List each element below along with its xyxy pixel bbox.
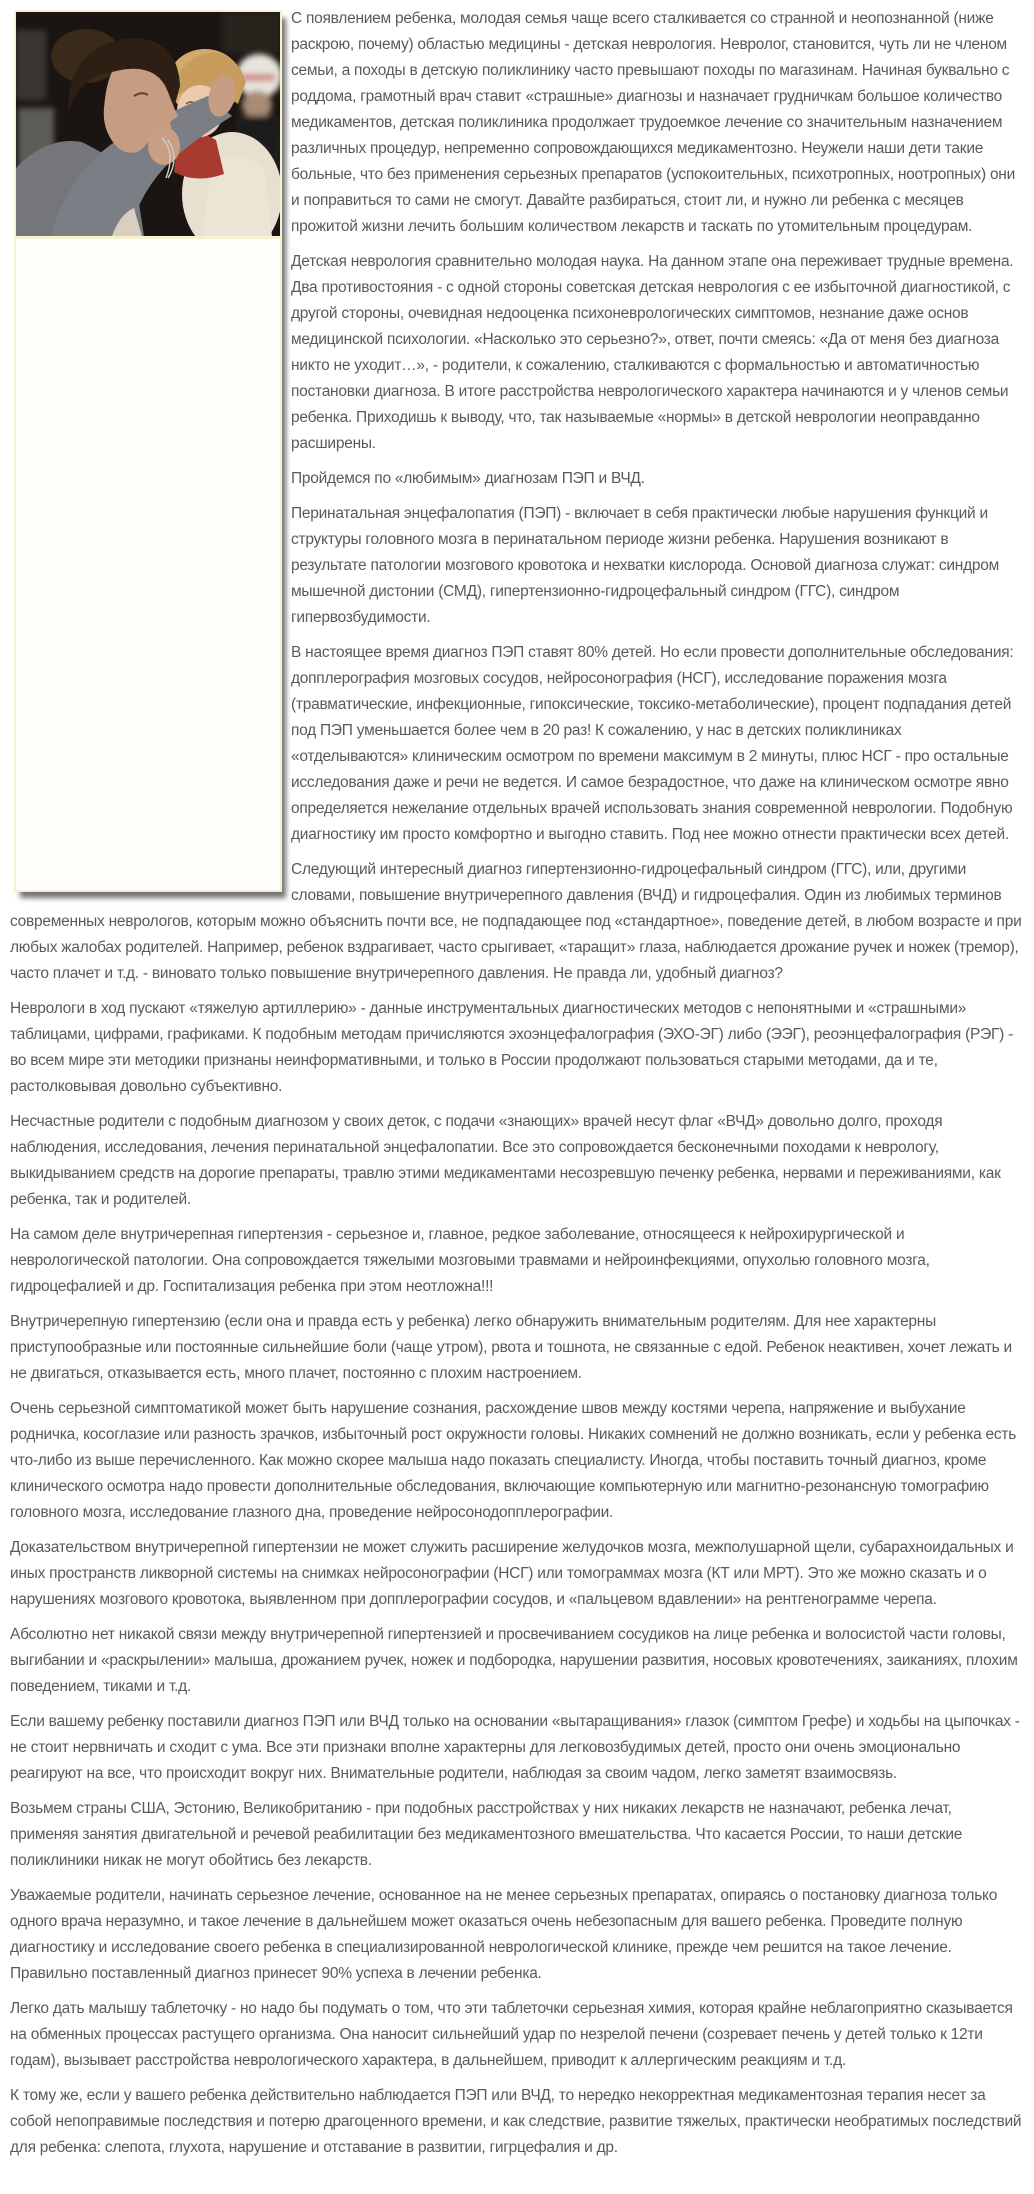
article-paragraph: С появлением ребенка, молодая семья чаще всего сталкивается со странной и неопознанной (ниже раскрою, почему) областью медицины - детская неврология. Невролог, становится, чуть ли не членом семьи, а походы в детскую поликлинику часто превышают походы по магазинам. Начиная буквально с роддома, грамотный врач ставит «страшные» диагнозы и назначает грудничкам большое количество медикаментов, детская поликлиника продолжает трудоемкое лечение со значительным назначением различных процедур, непременно сопровождающихся медикаментозно. Неужели наши дети такие больные, что без применения серьезных препаратов (успокоительных, психотропных, ноотропных) они и поправиться то сами не смогут. Давайте разбираться, стоит ли, и нужно ли ребенка с месяцев прожитой жизни лечить большим количеством лекарств и таскать по утомительным процедурам. bbox=[291, 10, 1016, 235]
article-paragraph: Следующий интересный диагноз гипертензионно-гидроцефальный синдром (ГГС), или, другими словами, повышение внутричерепного давления (ВЧД) и гидроцефалия. Один из любимых терминов современных неврологов, которым можно объяснить почти все, не подпадающее под «стандартное», поведение детей, в любом возрасте и при любых жалобах родителей. Например, ребенок вздрагивает, часто срыгивает, «таращит» глаза, наблюдается дрожание ручек и ножек (тремор), часто плачет и т.д. - виновато только повышение внутричерепного давления. Не правда ли, удобный диагноз? bbox=[10, 861, 1022, 982]
article-paragraph: Очень серьезной симптоматикой может быть нарушение сознания, расхождение швов между костями черепа, напряжение и выбухание родничка, косоглазие или разность зрачков, избыточный рост окружности головы. Никаких сомнений не должно возникать, если у ребенка есть что-либо из выше перечисленного. Как можно скорее малыша надо показать специалисту. Иногда, чтобы поставить точный диагноз, кроме клинического осмотра надо провести дополнительные обследования, включающие компьютерную или магнитно-резонансную томографию головного мозга, исследование глазного дна, проведение нейросонодопплерографии. bbox=[10, 1400, 1017, 1521]
photo-frame bbox=[14, 10, 282, 892]
article-paragraph: Неврологи в ход пускают «тяжелую артиллерию» - данные инструментальных диагностических методов с непонятными и «страшными» таблицами, цифрами, графиками. К подобным методам причисляются эхоэнцефалография (ЭХО-ЭГ) либо (ЭЭГ), реоэнцефалография (РЭГ) - во всем мире эти методики признаны неинформативными, и только в России продолжают пользоваться старыми методами, да и те, растолковывая довольно субъективно. bbox=[10, 1000, 1014, 1095]
article-paragraph: Легко дать малышу таблеточку - но надо бы подумать о том, что эти таблеточки серьезная химия, которая крайне неблагоприятно сказывается на обменных процессах растущего организма. Она наносит сильнейший удар по незрелой печени (созревает печень у детей только к 12ти годам), вызывает расстройства неврологического характера, в дальнейшем, приводит к аллергическим реакциям и т.д. bbox=[10, 2000, 1013, 2069]
article-paragraph: На самом деле внутричерепная гипертензия - серьезное и, главное, редкое заболевание, относящееся к нейрохирургической и неврологической патологии. Она сопровождается тяжелыми мозговыми травмами и нейроинфекциями, опухолью головного мозга, гидроцефалией и др. Госпитализация ребенка при этом неотложна!!! bbox=[10, 1226, 930, 1295]
mother-child-photo bbox=[16, 12, 280, 239]
article-paragraph: Перинатальная энцефалопатия (ПЭП) - включает в себя практически любые нарушения функций и структуры головного мозга в перинатальном периоде жизни ребенка. Нарушения возникают в результате патологии мозгового кровотока и нехватки кислорода. Основой диагноза служат: синдром мышечной дистонии (СМД), гипертензионно-гидроцефальный синдром (ГГС), синдром гипервозбудимости. bbox=[291, 505, 1000, 626]
woman-hand-at-mouth bbox=[148, 127, 180, 165]
article-paragraph: В настоящее время диагноз ПЭП ставят 80% детей. Но если провести дополнительные обследования: допплерография мозговых сосудов, нейросонография (НСГ), исследование поражения мозга (травматические, инфекционные, гипоксические, токсико-метаболические), процент подпадания детей под ПЭП уменьшается более чем в 20 раз! К сожалению, у нас в детских поликлиниках «отделываются» клиническим осмотром по времени максимум в 2 минуты, плюс НСГ - про остальные исследования даже и речи не ведется. И самое безрадостное, что даже на клиническом осмотре явно определяется нежелание отдельных врачей использовать знания современной неврологии. Подобную диагностику им просто комфортно и выгодно ставить. Под нее можно отнести практически всех детей. bbox=[291, 644, 1014, 843]
article-body bbox=[10, 6, 1022, 2161]
article-paragraph: Абсолютно нет никакой связи между внутричерепной гипертензией и просвечиванием сосудиков на лице ребенка и волосистой части головы, выгибании и «раскрылении» малыша, дрожанием ручек, ножек и подбородка, нарушении развития, носовых кровотечениях, заиканиях, плохим поведением, тиками и т.д. bbox=[10, 1626, 1018, 1695]
article-paragraph: Уважаемые родители, начинать серьезное лечение, основанное на не менее серьезных препаратах, опираясь о постановку диагноза только одного врача неразумно, и такое лечение в дальнейшем может оказаться очень небезопасным для вашего ребенка. Проведите полную диагностику и исследование своего ребенка в специализированной неврологической клинике, прежде чем решится на такое лечение. Правильно поставленный диагноз принесет 90% успеха в лечении ребенка. bbox=[10, 1887, 998, 1982]
article-paragraph: Внутричерепную гипертензию (если она и правда есть у ребенка) легко обнаружить внимательным родителям. Для нее характерны приступообразные или постоянные сильнейшие боли (чаще утром), рвота и тошнота, не связанные с едой. Ребенок неактивен, хочет лежать и не двигаться, отказывается есть, много плачет, постоянно с плохим настроением. bbox=[10, 1313, 1012, 1382]
article-paragraph: Пройдемся по «любимым» диагнозам ПЭП и ВЧД. bbox=[291, 470, 645, 487]
article-paragraph: Детская неврология сравнительно молодая наука. На данном этапе она переживает трудные времена. Два противостояния - с одной стороны советская детская неврология с ее избыточной диагностикой, с другой стороны, очевидная недооценка психоневрологических симптомов, незнание даже основ медицинской психологии. «Насколько это серьезно?», ответ, почти смеясь: «Да от меня без диагноза никто не уходит…», - родители, к сожалению, сталкиваются с формальностью и автоматичностью постановки диагноза. В итоге расстройства неврологического характера начинаются и у членов семьи ребенка. Приходишь к выводу, что, так называемые «нормы» в детской неврологии неоправданно расширены. bbox=[291, 253, 1014, 452]
article-paragraph: Возьмем страны США, Эстонию, Великобританию - при подобных расстройствах у них никаких лекарств не назначают, ребенка лечат, применяя занятия двигательной и речевой реабилитации без медикаментозного вмешательства. Что касается России, то наши детские поликлиники никак не могут обойтись без лекарств. bbox=[10, 1800, 963, 1869]
article-paragraph: Если вашему ребенку поставили диагноз ПЭП или ВЧД только на основании «вытаращивания» глазок (симптом Грефе) и ходьбы на цыпочках - не стоит нервничать и сходит с ума. Все эти признаки вполне характерны для легковозбудимых детей, просто они очень эмоционально реагируют на все, что происходит вокруг них. Внимательные родители, наблюдая за своим чадом, легко заметят взаимосвязь. bbox=[10, 1713, 1020, 1782]
article-paragraph: К тому же, если у вашего ребенка действительно наблюдается ПЭП или ВЧД, то нередко некорректная медикаментозная терапия несет за собой непоправимые последствия и потерю драгоценного времени, и как следствие, развитие тяжелых, практически необратимых последствий для ребенка: слепота, глухота, нарушение и отставание в развитии, гигрцефалия и др. bbox=[10, 2087, 1022, 2156]
article-paragraph: Доказательством внутричерепной гипертензии не может служить расширение желудочков мозга, межполушарной щели, субарахноидальных и иных пространств ликворной системы на снимках нейросонографии (НСГ) или томограммах мозга (КТ или МРТ). Это же можно сказать и о нарушениях мозгового кровотока, выявленном при допплерографии сосудов, и «пальцевом вдавлении» на рентгенограмме черепа. bbox=[10, 1539, 1014, 1608]
article-paragraph: Несчастные родители с подобным диагнозом у своих деток, с подачи «знающих» врачей несут флаг «ВЧД» довольно долго, проходя наблюдения, исследования, лечения перинатальной энцефалопатии. Все это сопровождается бесконечными походами к неврологу, выкидыванием средств на дорогие препараты, травлю этими медикаментами несозревшую печенку ребенка, нервами и переживаниями, как ребенка, так и родителей. bbox=[10, 1113, 1001, 1208]
